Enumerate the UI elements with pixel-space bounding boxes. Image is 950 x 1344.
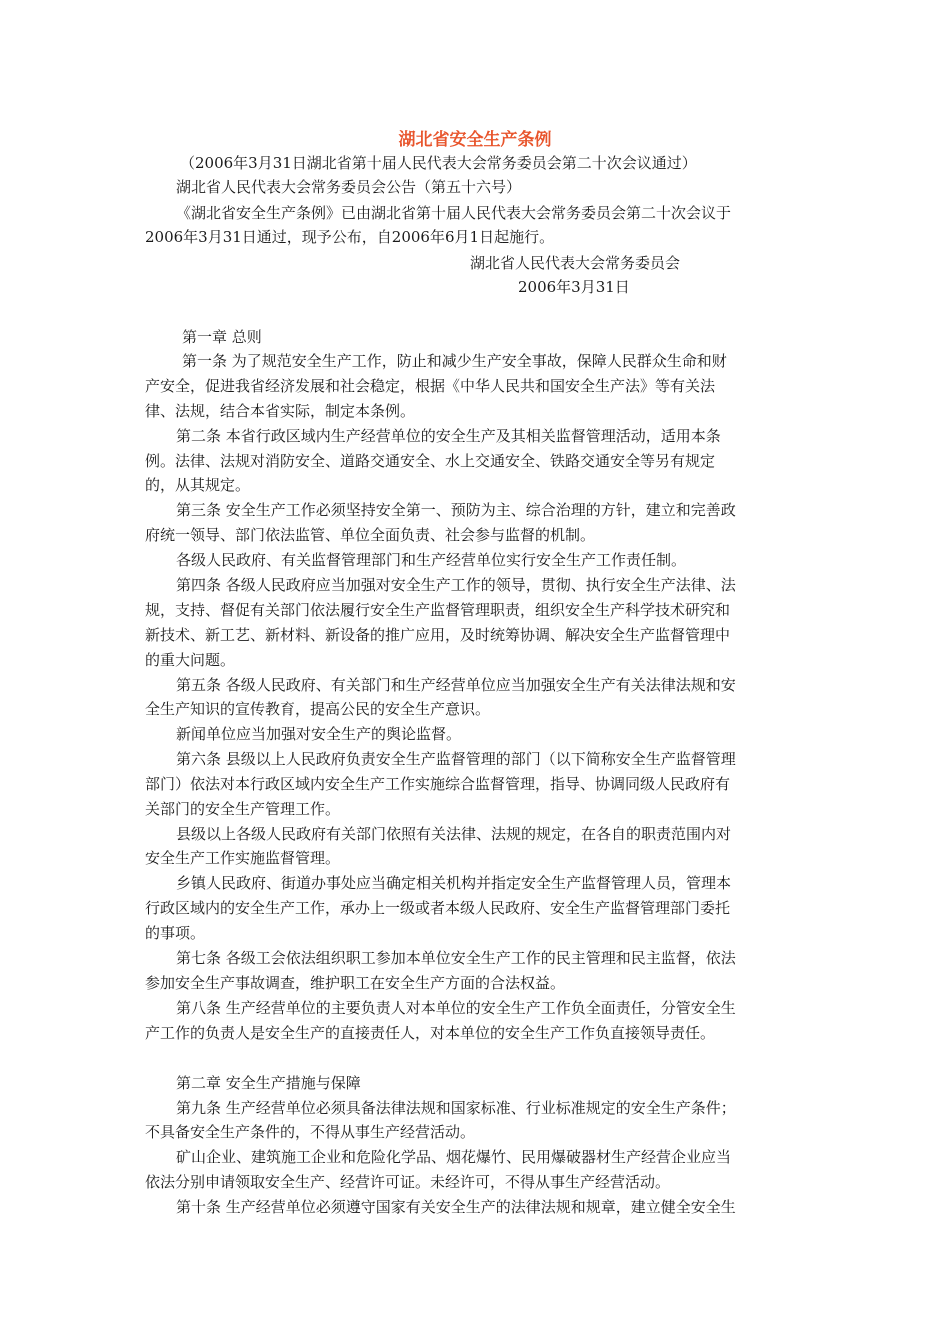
article-text: 产安全，促进我省经济发展和社会稳定，根据《中华人民共和国安全生产法》等有关法 bbox=[145, 377, 716, 395]
article-text: 参加安全生产事故调查，维护职工在安全生产方面的合法权益。 bbox=[145, 974, 566, 992]
article-text: 部门）依法对本行政区域内安全生产工作实施综合监督管理，指导、协调同级人民政府有 bbox=[145, 775, 731, 793]
article-text: 的，从其规定。 bbox=[145, 476, 251, 494]
article-text: 的事项。 bbox=[145, 924, 206, 942]
article-text: 第九条 生产经营单位必须具备法律法规和国家标准、行业标准规定的安全生产条件； bbox=[176, 1099, 736, 1117]
article-text: 依法分别申请领取安全生产、经营许可证。未经许可，不得从事生产经营活动。 bbox=[145, 1173, 671, 1191]
article-text: 第二条 本省行政区域内生产经营单位的安全生产及其相关监督管理活动，适用本条 bbox=[176, 427, 721, 445]
article-text: 第六条 县级以上人民政府负责安全生产监督管理的部门（以下简称安全生产监督管理 bbox=[176, 750, 736, 768]
article-text: 行政区域内的安全生产工作，承办上一级或者本级人民政府、安全生产监督管理部门委托 bbox=[145, 899, 731, 917]
article-text: 第一条 为了规范安全生产工作，防止和减少生产安全事故，保障人民群众生命和财 bbox=[182, 352, 727, 370]
article-text: 关部门的安全生产管理工作。 bbox=[145, 800, 341, 818]
chapter-heading: 第二章 安全生产措施与保障 bbox=[176, 1074, 361, 1092]
article-text: 府统一领导、部门依法监管、单位全面负责、社会参与监督的机制。 bbox=[145, 526, 596, 544]
article-text: 不具备安全生产条件的，不得从事生产经营活动。 bbox=[145, 1123, 476, 1141]
article-text: 第八条 生产经营单位的主要负责人对本单位的安全生产工作负全面责任，分管安全生 bbox=[176, 999, 736, 1017]
article-text: 第三条 安全生产工作必须坚持安全第一、预防为主、综合治理的方针，建立和完善政 bbox=[176, 501, 736, 519]
enactment-note: （2006年3月31日湖北省第十届人民代表大会常务委员会第二十次会议通过） bbox=[180, 154, 697, 172]
article-text: 乡镇人民政府、街道办事处应当确定相关机构并指定安全生产监督管理人员，管理本 bbox=[176, 874, 732, 892]
article-text: 全生产知识的宣传教育，提高公民的安全生产意识。 bbox=[145, 700, 491, 718]
document-title: 湖北省安全生产条例 bbox=[398, 130, 552, 150]
article-text: 规，支持、督促有关部门依法履行安全生产监督管理职责，组织安全生产科学技术研究和 bbox=[145, 601, 731, 619]
article-text: 第七条 各级工会依法组织职工参加本单位安全生产工作的民主管理和民主监督，依法 bbox=[176, 949, 736, 967]
article-text: 第五条 各级人民政府、有关部门和生产经营单位应当加强安全生产有关法律法规和安 bbox=[176, 676, 736, 694]
chapter-heading: 第一章 总则 bbox=[182, 328, 262, 346]
article-text: 新闻单位应当加强对安全生产的舆论监督。 bbox=[176, 725, 462, 743]
article-text: 各级人民政府、有关监督管理部门和生产经营单位实行安全生产工作责任制。 bbox=[176, 551, 687, 569]
announcement-body: 2006年3月31日通过，现予公布，自2006年6月1日起施行。 bbox=[145, 228, 555, 246]
announcement-signature: 湖北省人民代表大会常务委员会 bbox=[470, 254, 681, 272]
announcement-body: 《湖北省安全生产条例》已由湖北省第十届人民代表大会常务委员会第二十次会议于 bbox=[176, 204, 732, 222]
article-text: 第十条 生产经营单位必须遵守国家有关安全生产的法律法规和规章，建立健全安全生 bbox=[176, 1198, 736, 1216]
article-text: 产工作的负责人是安全生产的直接责任人，对本单位的安全生产工作负直接领导责任。 bbox=[145, 1024, 716, 1042]
article-text: 第四条 各级人民政府应当加强对安全生产工作的领导，贯彻、执行安全生产法律、法 bbox=[176, 576, 736, 594]
article-text: 新技术、新工艺、新材料、新设备的推广应用，及时统筹协调、解决安全生产监督管理中 bbox=[145, 626, 731, 644]
article-text: 安全生产工作实施监督管理。 bbox=[145, 849, 341, 867]
announcement-heading: 湖北省人民代表大会常务委员会公告（第五十六号） bbox=[176, 178, 522, 196]
announcement-date: 2006年3月31日 bbox=[518, 278, 630, 296]
article-text: 县级以上各级人民政府有关部门依照有关法律、法规的规定，在各自的职责范围内对 bbox=[176, 825, 732, 843]
article-text: 律、法规，结合本省实际，制定本条例。 bbox=[145, 402, 416, 420]
article-text: 矿山企业、建筑施工企业和危险化学品、烟花爆竹、民用爆破器材生产经营企业应当 bbox=[176, 1148, 732, 1166]
article-text: 例。法律、法规对消防安全、道路交通安全、水上交通安全、铁路交通安全等另有规定 bbox=[145, 452, 716, 470]
article-text: 的重大问题。 bbox=[145, 651, 236, 669]
